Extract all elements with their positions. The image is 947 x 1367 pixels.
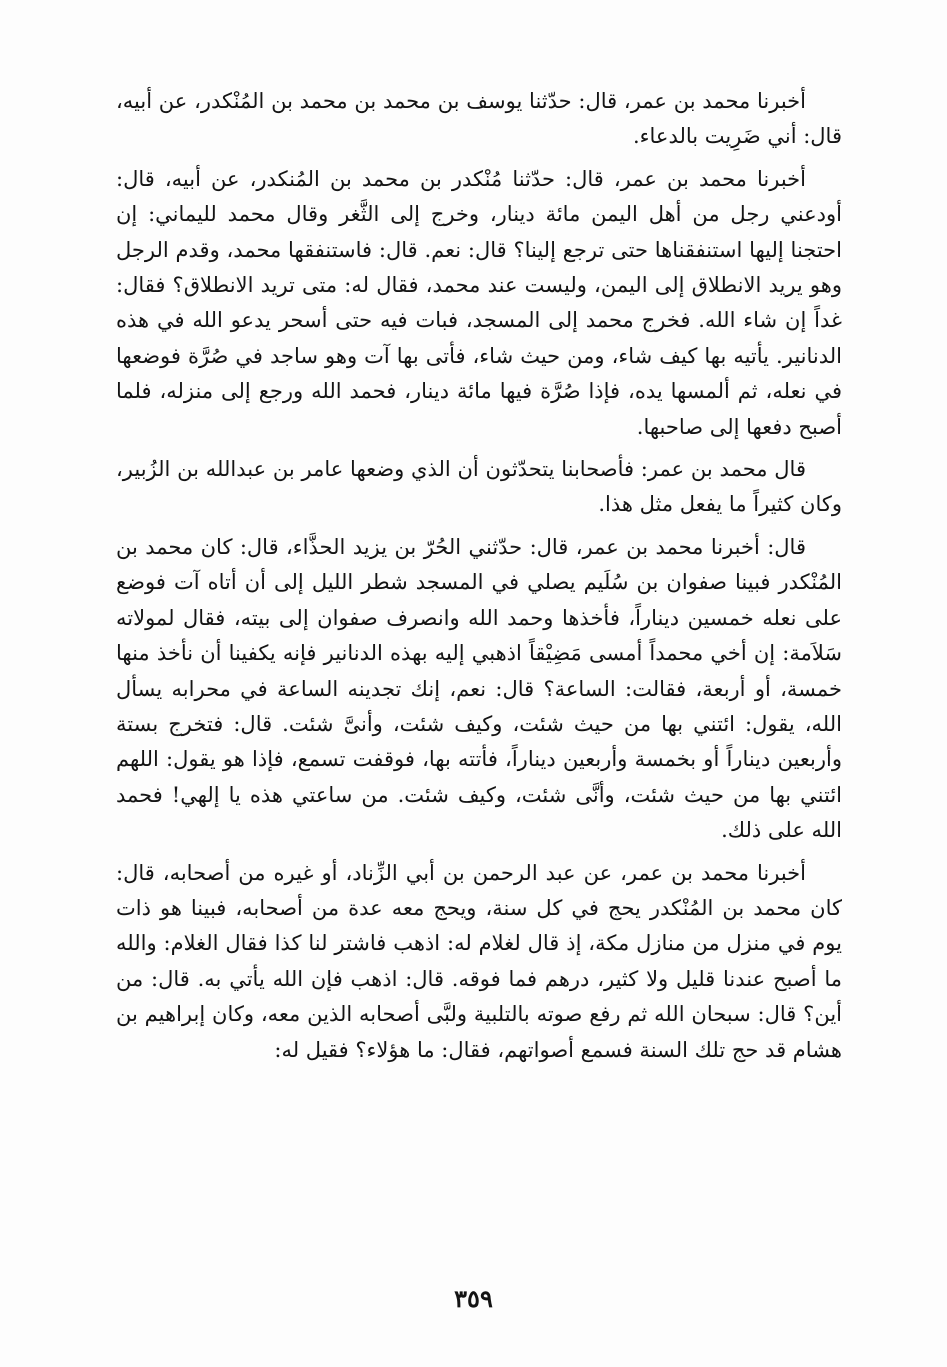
paragraph-2: أخبرنا محمد بن عمر، قال: حدّثنا مُنْكدر بن محمد بن المُنكدر، عن أبيه، قال: أودعني رجل من أهل اليمن مائة دينار، وخرج إلى الثَّغر وقال محمد لليماني: إن احتجنا إليها استنفقناها حتى ترجع إلينا؟ قال: نعم. قال: فاستنفقها محمد، وقدم الرجل وهو يريد الانطلاق إلى اليمن، وليست عند محمد، فقال له: متى تريد الانطلاق؟ فقال: غداً إن شاء الله. فخرج محمد إلى المسجد، فبات فيه حتى أسحر يدعو الله في هذه الدنانير. يأتيه بها كيف شاء، ومن حيث شاء، فأتى بها آت وهو ساجد في صُرَّة فوضعها في نعله، ثم ألمسها يده، فإذا صُرَّة فيها مائة دينار، فحمد الله ورجع إلى منزله، فلما أصبح دفعها إلى صاحبها. [116,166,842,439]
page-body-text [116,84,842,1075]
page-number: ٣٥٩ [454,1284,493,1313]
paragraph-4: قال: أخبرنا محمد بن عمر، قال: حدّثني الحُرّ بن يزيد الحذَّاء، قال: كان محمد بن المُنْكدر فبينا صفوان بن سُلَيم يصلي في المسجد شطر الليل إلى أن أتاه آت فوضع على نعله خمسين ديناراً، فأخذها وحمد الله وانصرف صفوان إلى بيته، فقال لمولاته سَلاَمة: إن أخي محمداً أمسى مَضِيْقاً اذهبي إليه بهذه الدنانير فإنه يكفينا أن نأخذ منها خمسة، أو أربعة، فقالت: الساعة؟ قال: نعم، إنك تجدينه الساعة في محرابه يسأل الله، يقول: ائتني بها من حيث شئت، وكيف شئت، وأنىَّ شئت. قال: فتخرج بستة وأربعين ديناراً أو بخمسة وأربعين ديناراً، فأتته بها، فوقفت تسمع، فإذا هو يقول: اللهم ائتني بها من حيث شئت، وأنَّى شئت، وكيف شئت. من ساعتي هذه يا إلهي! فحمد الله على ذلك. [116,534,842,843]
paragraph-5: أخبرنا محمد بن عمر، عن عبد الرحمن بن أبي الزِّناد، أو غيره من أصحابه، قال: كان محمد بن المُنْكدر يحج في كل سنة، ويحج معه عدة من أصحابه، فبينا هو ذات يوم في منزل من منازل مكة، إذ قال لغلام له: اذهب فاشتر لنا كذا فقال الغلام: والله ما أصبح عندنا قليل ولا كثير، درهم فما فوقه. قال: اذهب فإن الله يأتي به. قال: من أين؟ قال: سبحان الله ثم رفع صوته بالتلبية ولبَّى أصحابه الذين معه، وكان إبراهيم بن هشام قد حج تلك السنة فسمع أصواتهم، فقال: ما هؤلاء؟ فقيل له: [116,860,842,1062]
paragraph-1: أخبرنا محمد بن عمر، قال: حدّثنا يوسف بن محمد بن محمد بن المُنْكدر، عن أبيه، قال: أني ضَرِيت بالدعاء. [116,89,842,149]
paragraph-3: قال محمد بن عمر: فأصحابنا يتحدّثون أن الذي وضعها عامر بن عبدالله بن الزُبير، وكان كثيراً ما يفعل مثل هذا. [116,457,842,517]
